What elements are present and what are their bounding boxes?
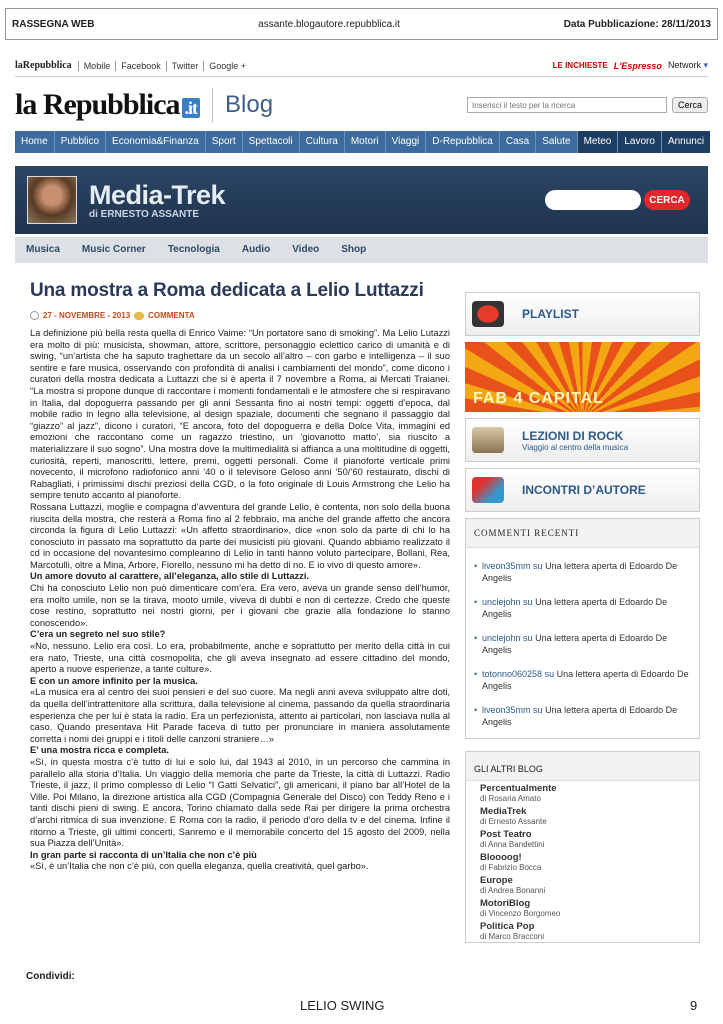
list-item[interactable] [474, 552, 691, 588]
blog-name[interactable]: Post Teatro [480, 829, 532, 840]
facebook-link[interactable]: Facebook [115, 61, 166, 71]
network-menu[interactable] [668, 60, 708, 71]
capital-radio-icon [472, 301, 504, 327]
site-search [467, 97, 708, 113]
comment-su: su [533, 705, 543, 715]
other-blogs [465, 751, 700, 943]
comment-bubble-icon [134, 312, 144, 320]
comment-user[interactable]: liveon35mm [482, 561, 531, 571]
paragraph: Rossana Luttazzi, moglie e compagna d’avventura del grande Lelio, è contenta, non solo della buona riuscita della mostra, che resterà a Roma fino al 2 febbraio, ma anche del grande affetto che ancora circonda la figura di Lelio Luttazzi: «Un affetto straordinario», dice «non solo da parte di chi lo ha conosciuto in passato ma soprattutto da parte dei musicisti più giovani. Quando abbiamo realizzato il cd in occasione del novantesimo compleanno di Lelio in tanti hanno voluto partecipare, Bollani, Rea, Marcotulli, oltre a Mina, Arbore, Fiorello, nessuno mi ha detto di no. E io vivo di questo amore». [30, 501, 450, 570]
blog-name[interactable]: MotoriBlog [480, 898, 531, 909]
nav-casa[interactable]: Casa [500, 131, 536, 153]
source-url: assante.blogautore.repubblica.it [258, 18, 400, 30]
main-navigation [15, 131, 708, 153]
category-video[interactable]: Video [292, 244, 320, 255]
blog-author: di Ernesto Assante [480, 817, 547, 826]
google-plus-link[interactable]: Google + [203, 61, 251, 71]
inchieste-link[interactable]: LE INCHIESTE [552, 61, 608, 70]
fab4-label: FAB 4 CAPITAL [473, 390, 604, 407]
blog-search [545, 190, 690, 210]
publication-date: Data Pubblicazione: 28/11/2013 [563, 18, 711, 30]
blog-search-input[interactable] [545, 190, 641, 210]
blog-title-block [89, 181, 225, 220]
paragraph: Chi ha conosciuto Lelio non può dimenticare com’era. Era vero, aveva un grande senso dell’humor, era molto umile, non se la tirava, mooto umile, viveva di dubbi e non di certezze. Credo che queste cose restino, soprattutto nei nostri giorni, per i giovani che grazie alla fondazione lo stanno conoscendo». [30, 583, 450, 628]
nav-annunci[interactable]: Annunci [662, 131, 710, 153]
article [30, 280, 450, 873]
category-shop[interactable]: Shop [341, 244, 367, 255]
repubblica-logo[interactable] [15, 88, 200, 122]
category-audio[interactable]: Audio [241, 244, 271, 255]
chevron-down-icon: ▾ [703, 60, 708, 70]
divider [212, 88, 213, 122]
nav-economia[interactable]: Economia&Finanza [106, 131, 206, 153]
incontri-widget[interactable] [465, 468, 700, 512]
list-item[interactable] [474, 696, 691, 732]
blog-author: di Vincenzo Borgomeo [480, 909, 561, 918]
mobile-link[interactable]: Mobile [78, 61, 116, 71]
comment-user[interactable]: totonno060258 [482, 669, 543, 679]
list-item[interactable] [474, 588, 691, 624]
nav-motori[interactable]: Motori [345, 131, 386, 153]
blog-name[interactable]: Bloooog! [480, 852, 522, 863]
article-meta [30, 311, 450, 320]
nav-meteo[interactable]: Meteo [578, 131, 619, 153]
section-title: Blog [225, 91, 274, 118]
blog-name[interactable]: MediaTrek [480, 806, 527, 817]
page-number: 9 [690, 998, 698, 1013]
article-title[interactable]: Una mostra a Roma dedicata a Lelio Luttazzi [30, 280, 424, 301]
list-item[interactable] [466, 827, 699, 850]
recent-comments-title: COMMENTI RECENTI [466, 519, 699, 548]
playlist-widget[interactable] [465, 292, 700, 336]
clock-icon [30, 311, 39, 320]
comment-user[interactable]: liveon35mm [482, 705, 531, 715]
footer-caption: LELIO SWING [300, 998, 385, 1013]
comment-su: su [544, 669, 555, 679]
fab4-capital-banner[interactable] [465, 342, 700, 412]
nav-viaggi[interactable]: Viaggi [386, 131, 427, 153]
paragraph: La definizione più bella resta quella di Enrico Vaime: “Un portatore sano di smoking”. Ma Lelio Lutazzi era molto di più: musicista, showman, attore, scrittore, personaggio eclettico carico di umanità e di swing, “un’artista che ha saputo traghettare da un secolo all’altro – con garbo e intelligenza – il suo sentire e fare musica, osservando con profondità di analisi i cambiamenti del mondo”, come dicono i curatori della mostra dedicata a Luttazzi che si è aperta il 7 novembre a Roma, ai Mercati Traianei. “La mostra si propone dunque di raccontare i momenti fondamentali e le atmosfere che si respiravano in Italia, dal dopoguerra passando per gli anni Sessanta fino ai nostri tempi: oggetti d’epoca, dal mobile radio in legno alla televisione, al design spaziale, documenti che segnano il passaggio dal “giazzo” al jazz”, dicono i curatori, “E ancora, foto del dopoguerra e della Dolce Vita, immagini ed emozioni che raccontano come un ragazzo triestino, un ‘giovanotto matto’, sia riuscito a materializzare il suo sogno”. Una mostra dove la multimedialità si affianca a una moltitudine di oggetti, curiosità, reperti, manoscritti, lettere, premi, oggetti personali. Come il pianoforte verticale primi novecento, il microfono radiofonico anni ’40 o il televisore Geloso anni ‘50/’60 restaurato, dischi di Rabagliati, i primissimi dischi preziosi della CGD, o la foto originale di Louis Armstrong che Lelio ha sempre tenuto accanto al pianoforte. [30, 328, 450, 501]
comment-post[interactable]: Una lettera aperta di Edoardo De Angelis [482, 561, 678, 583]
blog-author: di ERNESTO ASSANTE [89, 208, 200, 220]
twitter-link[interactable]: Twitter [166, 61, 204, 71]
blog-author: di Marco Bracconi [480, 932, 545, 941]
lezioni-widget[interactable] [465, 418, 700, 462]
network-label: Network [667, 60, 701, 70]
espresso-link[interactable]: L'Espresso [613, 60, 662, 71]
comment-post[interactable]: Una lettera aperta di Edoardo De Angelis [482, 633, 668, 655]
comment-user[interactable]: unclejohn [482, 597, 521, 607]
press-label: RASSEGNA WEB [12, 18, 95, 30]
blog-name[interactable]: Politica Pop [480, 921, 535, 932]
share-label: Condividi: [26, 971, 75, 982]
nav-home[interactable]: Home [15, 131, 55, 153]
playlist-title: PLAYLIST [522, 307, 579, 321]
list-item[interactable] [466, 804, 699, 827]
question: C’era un segreto nel suo stile? [30, 629, 166, 640]
question: E’ una mostra ricca e completa. [30, 745, 169, 756]
nav-salute[interactable]: Salute [536, 131, 577, 153]
top-links-bar [15, 55, 708, 77]
nav-lavoro[interactable]: Lavoro [618, 131, 662, 153]
blog-author: di Fabrizio Bocca [480, 863, 542, 872]
blog-name[interactable]: Europe [480, 875, 513, 886]
comment-post[interactable]: Una lettera aperta di Edoardo De Angelis [482, 705, 678, 727]
sidebar [465, 292, 700, 943]
category-music-corner[interactable]: Music Corner [81, 244, 146, 255]
author-meeting-icon [472, 477, 504, 503]
article-body [30, 328, 450, 873]
category-musica[interactable]: Musica [26, 244, 60, 255]
list-item[interactable] [466, 781, 699, 804]
paragraph: «Sì, in questa mostra c’è tutto di lui e solo lui, dal 1943 al 2010, in un percorso che cammina in parallelo alla storia d’Italia. Un viaggio della memoria che parte da Trieste, la città di Luttazzi. Radio Trieste, il jazz, il primo complesso di Lelio “I Gatti Selvatici”, gli americani, il piano bar all’Hotel de la Ville. Poi Milano, la direzione artistica alla CGD (Compagnia Generale del Disco) con Teddy Reno e i tanti dischi pieni di swing. E ancora, Torino chiamato dalla sede Rai per dirigere la prima orchestra d’archi ritmica di sua invenzione. E Roma con la radio, il periodo d’oro della tv e del cinema. Infine il ritorno a Trieste, gli ultimi concerti, Sanremo e il memorabile concerto del 15 agosto del 2009, nella sua Piazza dell’Unità». [30, 756, 450, 849]
list-item[interactable] [466, 919, 699, 942]
brand-name: la Repubblica [15, 88, 180, 121]
cassette-icon [472, 427, 504, 453]
nav-pubblico[interactable]: Pubblico [55, 131, 106, 153]
blog-author: di Andrea Bonanni [480, 886, 546, 895]
comment-post[interactable]: Una lettera aperta di Edoardo De Angelis [482, 669, 689, 691]
recent-comments [465, 518, 700, 739]
question: In gran parte si racconta di un’Italia che non c’è più [30, 849, 257, 860]
other-blogs-title: GLI ALTRI BLOG [466, 752, 699, 781]
article-date: 27 - NOVEMBRE - 2013 [43, 311, 131, 320]
question: Un amore dovuto al carattere, all’eleganza, allo stile di Luttazzi. [30, 571, 309, 582]
search-input[interactable] [467, 97, 667, 113]
blog-banner [15, 166, 708, 234]
brand-suffix: .it [182, 98, 201, 118]
comment-su: su [533, 561, 543, 571]
comment-post[interactable]: Una lettera aperta di Edoardo De Angelis [482, 597, 668, 619]
blog-author: di Anna Bandettini [480, 840, 545, 849]
incontri-title: INCONTRI D’AUTORE [522, 483, 646, 497]
author-photo [27, 176, 77, 224]
lezioni-subtitle: Viaggio al centro della musica [522, 442, 629, 452]
site-masthead [15, 85, 708, 125]
comment-link[interactable]: COMMENTA [148, 311, 195, 320]
list-item[interactable] [474, 660, 691, 696]
list-item[interactable] [474, 624, 691, 660]
category-tecnologia[interactable]: Tecnologia [167, 244, 220, 255]
blog-title[interactable]: Media-Trek [89, 179, 226, 210]
comment-user[interactable]: unclejohn [482, 633, 521, 643]
blog-search-button[interactable]: CERCA [644, 190, 690, 210]
lezioni-title: LEZIONI DI ROCK [522, 428, 624, 443]
blog-author: di Rosaria Amato [480, 794, 541, 803]
comment-su: su [523, 633, 533, 643]
list-item[interactable] [466, 896, 699, 919]
blog-categories-nav [15, 237, 708, 263]
small-repubblica-logo[interactable]: laRepubblica [15, 60, 72, 71]
press-review-header [5, 8, 718, 40]
nav-cultura[interactable]: Cultura [300, 131, 345, 153]
paragraph: «No, nessuno. Lelio era così. Lo era, probabilmente, anche e soprattutto per merito della città in cui era nato, Trieste, una città cosmopolita, che gli aveva insegnato ad essere cittadino del mondo, aperto a nuove esperienze, a tante culture». [30, 641, 450, 675]
list-item[interactable] [466, 850, 699, 873]
blog-name[interactable]: Percentualmente [480, 783, 557, 794]
nav-d-repubblica[interactable]: D-Repubblica [426, 131, 500, 153]
list-item[interactable] [466, 873, 699, 896]
paragraph: «Sì, è un’Italia che non c’è più, con quella eleganza, quella creatività, quel garbo». [30, 861, 369, 872]
comment-su: su [523, 597, 533, 607]
nav-sport[interactable]: Sport [206, 131, 243, 153]
question: E con un amore infinito per la musica. [30, 675, 198, 686]
paragraph: «La musica era al centro dei suoi pensieri e del suo cuore. Ma negli anni aveva sviluppato altre doti, da quella dell’intrattenitore alla scrittura, dalla televisione al cinema, passando da quella straordinaria esperienza che per lui è stata la radio. Era un perfezionista, attento ai particolari, non lasciava nulla al caso. Quando presentava Hit Parade faceva di tutto per pronunciare in maniera assolutamente corretta i nomi dei gruppi e i titoli delle canzoni straniere…» [30, 687, 450, 744]
nav-spettacoli[interactable]: Spettacoli [243, 131, 300, 153]
search-button[interactable]: Cerca [672, 97, 708, 113]
